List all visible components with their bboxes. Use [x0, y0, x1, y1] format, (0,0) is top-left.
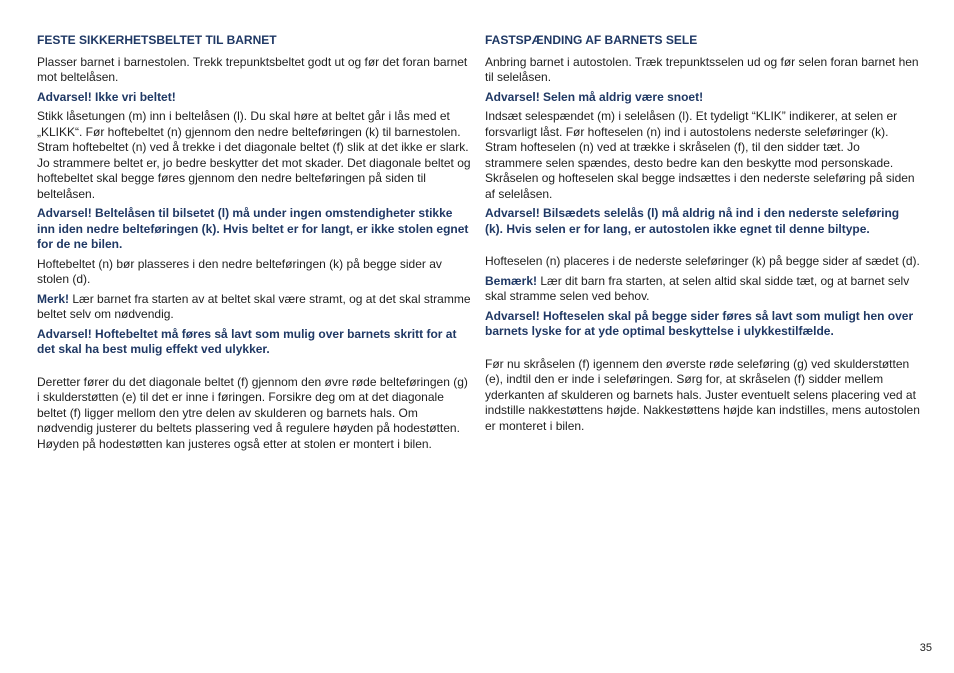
warning-twist: Advarsel! Ikke vri beltet! [37, 89, 176, 104]
note-text: Lær dit barn fra starten, at selen altid skal sidde tæt, og at barnet selv skal stramme selen ved behov. [485, 273, 910, 303]
warning-lap-belt: Advarsel! Hoftebeltet må føres så lavt som mulig over barnets skritt for at det skal ha best mulig effekt ved ulykker. [37, 326, 457, 356]
note-label: Bemærk! [485, 273, 538, 288]
warning-twist: Advarsel! Selen må aldrig være snoet! [485, 89, 704, 104]
warning-lap-belt: Advarsel! Hofteselen skal på begge sider føres så lavt som muligt hen over barnets lyske for at yde optimal beskyttelse i ulykkestilfælde. [485, 308, 914, 338]
section-heading: FASTSPÆNDING AF BARNETS SELE [485, 33, 698, 47]
column-danish [485, 33, 920, 434]
paragraph-diagonal-belt: Før nu skråselen (f) igennem den øverste røde seleføring (g) ved skulderstøtten (e), indtil den er inde i seleføringen. Sørg for, at skråselen (f) sidder mellem yderkanten af skulderen og barnets hals. Juster eventuelt selens placering ved at indstille nakkestøttens højde. Nakkestøttens højde kan indstilles, mens autostolen er monteret i bilen. [485, 356, 920, 433]
note-label: Merk! [37, 291, 70, 306]
warning-buckle: Advarsel! Bilsædets selelås (l) må aldrig nå ind i den nederste seleføring (k). Hvis selen er for lang, er autostolen ikke egnet til denne biltype. [485, 206, 900, 236]
section-heading: FESTE SIKKERHETSBELTET TIL BARNET [37, 33, 277, 47]
paragraph-buckle: Indsæt selespændet (m) i selelåsen (l). Et tydeligt “KLIK” indikerer, at selen er forsvarligt låst. Før hofteselen (n) ind i autostolens nederste seleføringer (k). Stram hofteselen (n) ved at trække i skråselen (f), til den sidder tæt. Jo strammere selen spændes, desto bedre kan den beskytte mod personskade. Skråselen og hofteselen skal begge indsættes i den nederste seleføring på siden af selelåsen. [485, 109, 915, 201]
paragraph-lap-belt: Hoftebeltet (n) bør plasseres i den nedre belteføringen (k) på begge sider av stolen (d). [37, 256, 442, 286]
note-paragraph [37, 292, 472, 323]
column-norwegian [37, 33, 472, 452]
note-paragraph [485, 274, 920, 305]
paragraph-intro: Anbring barnet i autostolen. Træk trepunktsselen ud og før selen foran barnet hen til selelåsen. [485, 54, 919, 84]
paragraph-diagonal-belt: Deretter fører du det diagonale beltet (f) gjennom den øvre røde belteføringen (g) i skulderstøtten (e) til det er inne i føringen. Forsikre deg om at det diagonale beltet (f) ligger mellom den ytre delen av skulderen og barnets hals. Om nødvendig justerer du beltets plassering ved å regulere høyden på hodestøtten. Høyden på hodestøtten kan justeres også etter at stolen er montert i bilen. [37, 374, 468, 451]
warning-buckle: Advarsel! Beltelåsen til bilsetet (l) må under ingen omstendigheter stikke inn iden nedre belteføringen (k). Hvis beltet er for langt, er ikke stolen egnet for de ne bilen. [37, 206, 469, 251]
paragraph-intro: Plasser barnet i barnestolen. Trekk trepunktsbeltet godt ut og før det foran barnet mot beltelåsen. [37, 54, 468, 84]
note-text: Lær barnet fra starten av at beltet skal være stramt, og at det skal stramme beltet selv om nødvendig. [37, 291, 471, 321]
page-number: 35 [919, 642, 932, 654]
paragraph-lap-belt: Hofteselen (n) placeres i de nederste seleføringer (k) på begge sider af sædet (d). [485, 254, 920, 268]
paragraph-buckle: Stikk låsetungen (m) inn i beltelåsen (l). Du skal høre at beltet går i lås med et „KLIKK“. Før hoftebeltet (n) gjennom den nedre belteføringen (k) til barnestolen. Stram hoftebeltet (n) ved å trekke i det diagonale beltet (f) slik at det ikke er slark. Jo strammere beltet er, jo bedre beskytter det mot skader. Det diagonale beltet og hoftebeltet skal begge føres gjennom den nedre belteføringen på siden til beltelåsen. [37, 109, 471, 201]
